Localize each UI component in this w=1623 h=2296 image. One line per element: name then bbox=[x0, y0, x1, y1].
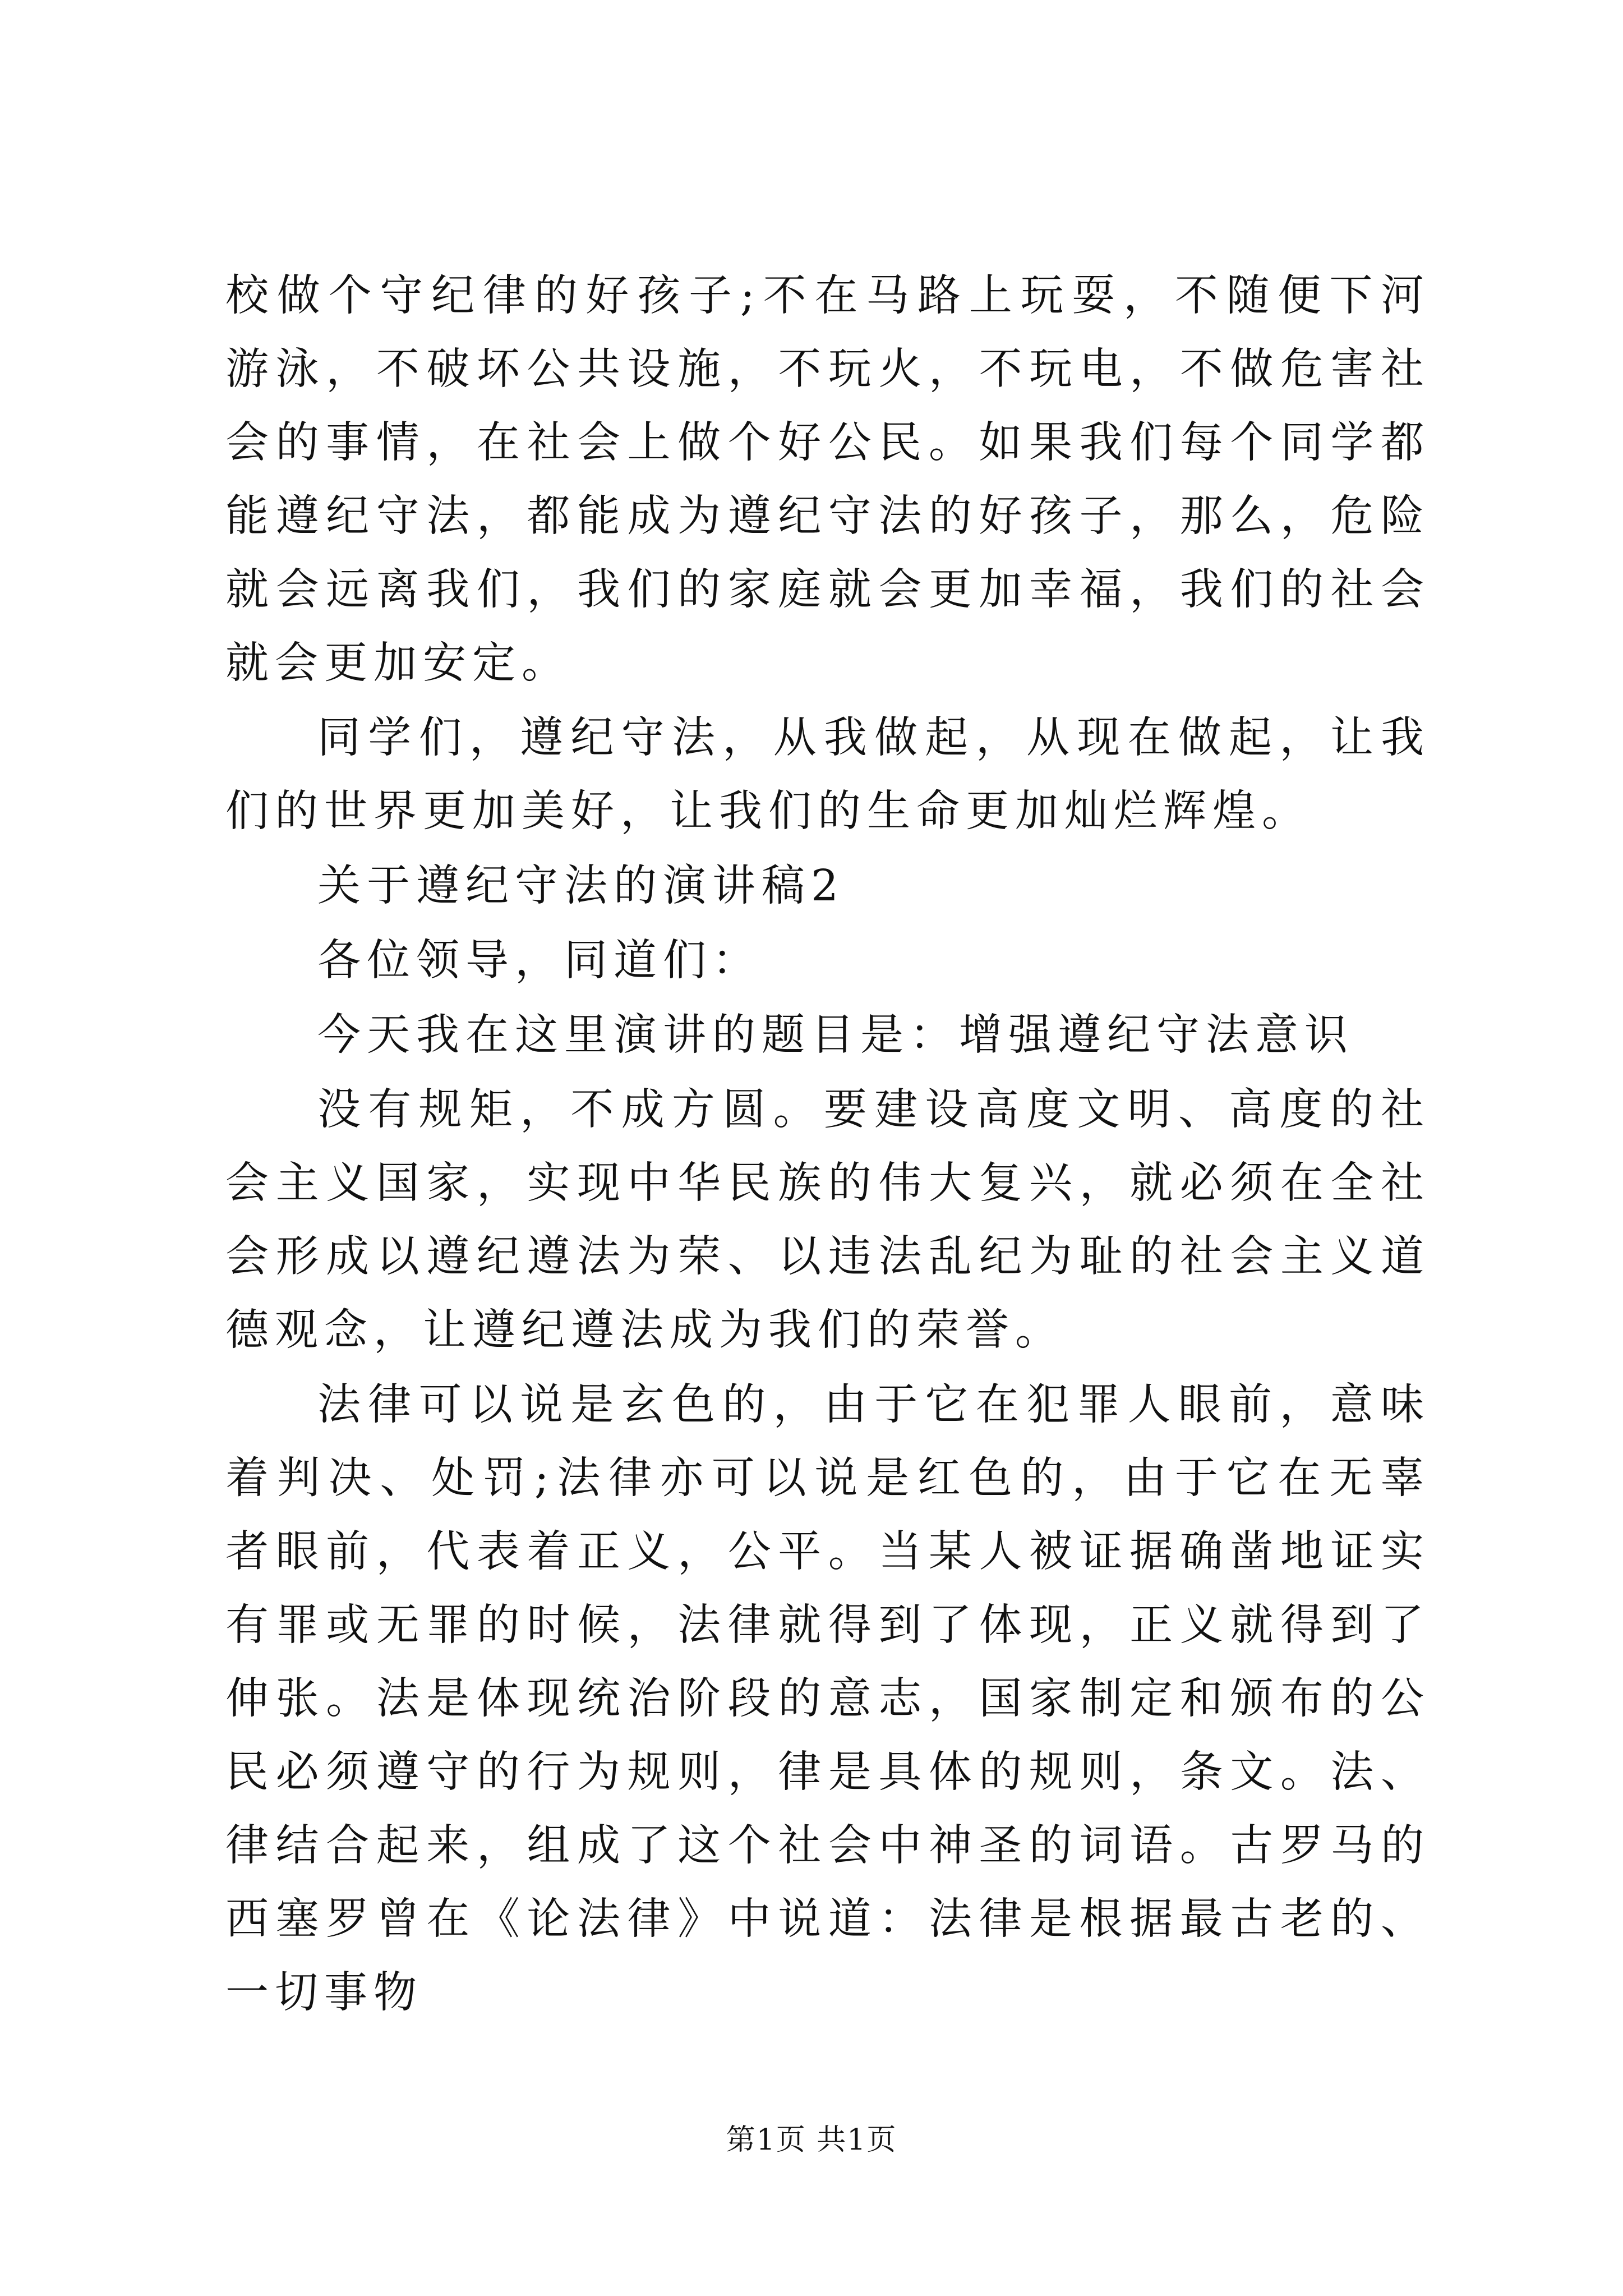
salutation: 各位领导，同道们： bbox=[317, 936, 762, 986]
paragraph-rules: 没有规矩，不成方圆。要建设高度文明、高度的社会主义国家，实现中华民族的伟大复兴，就必须在全社会形成以遵纪遵法为荣、以违法乱纪为耻的社会主义道德观念，让遵纪遵法成为我们的荣誉。 bbox=[225, 1085, 1430, 1355]
paragraph-law: 法律可以说是玄色的，由于它在犯罪人眼前，意味着判决、处罚;法律亦可以说是红色的，由于它在无辜者眼前，代表着正义，公平。当某人被证据确凿地证实有罪或无罪的时候，法律就得到了体现，正义就得到了伸张。法是体现统治阶段的意志，国家制定和颁布的公民必须遵守的行为规则，律是具体的规则，条文。法、律结合起来，组成了这个社会中神圣的词语。古罗马的西塞罗曾在《论法律》中说道：法律是根据最古老的、一切事物 bbox=[225, 1380, 1430, 2018]
speech-title: 关于遵纪守法的演讲稿2 bbox=[317, 861, 845, 911]
page-footer bbox=[0, 2120, 1623, 2160]
paragraph-continuation: 校做个守纪律的好孩子;不在马路上玩耍，不随便下河游泳，不破坏公共设施，不玩火，不玩电，不做危害社会的事情，在社会上做个好公民。如果我们每个同学都能遵纪守法，都能成为遵纪守法的好孩子，那么，危险就会远离我们，我们的家庭就会更加幸福，我们的社会就会更加安定。 bbox=[225, 271, 1430, 688]
paragraph-call-to-action: 同学们，遵纪守法，从我做起，从现在做起，让我们的世界更加美好，让我们的生命更加灿烂辉煌。 bbox=[225, 713, 1430, 836]
speech-topic: 今天我在这里演讲的题目是：增强遵纪守法意识 bbox=[317, 1010, 1354, 1060]
document-body bbox=[225, 259, 1430, 2031]
page-number: 第1页 共1页 bbox=[726, 2123, 897, 2157]
